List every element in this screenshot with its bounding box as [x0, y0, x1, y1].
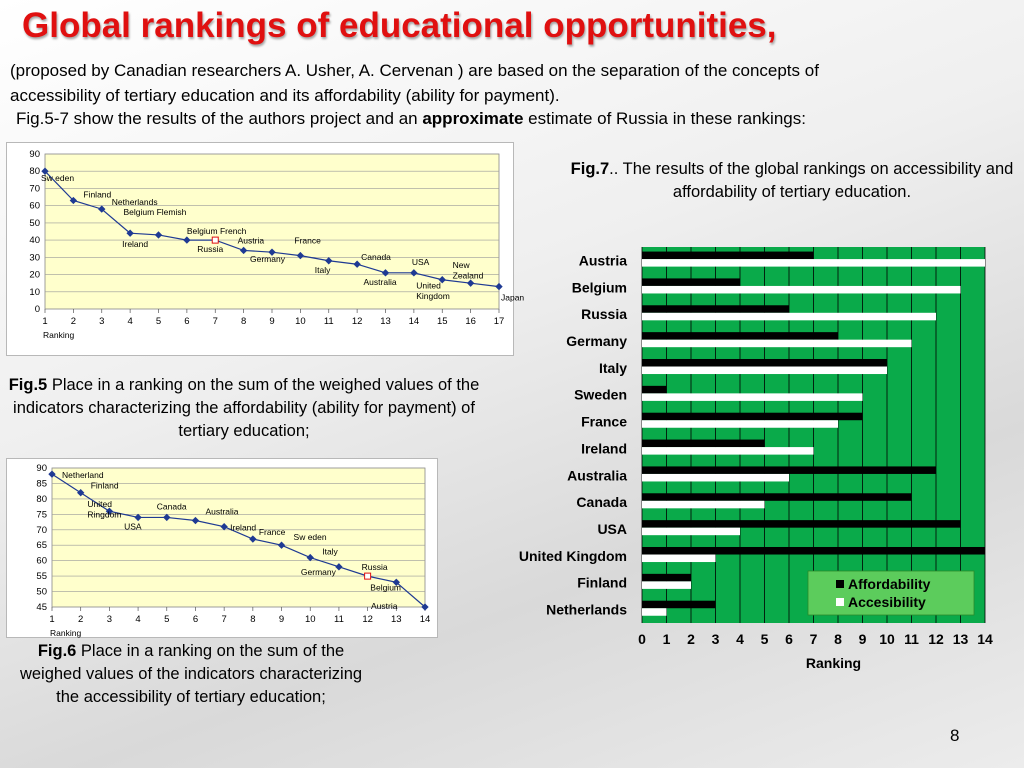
fig6-point-label-line: Finland: [90, 480, 119, 491]
fig7-category-label: Austria: [578, 252, 627, 269]
fig6-point-label: [259, 527, 286, 537]
subtitle-line-3-pre: Fig.5-7 show the results of the authors project and an: [16, 109, 423, 128]
fig6-x-tick-label: 6: [192, 614, 199, 625]
fig6-point-label-line: Ireland: [230, 522, 257, 533]
fig5-x-tick-label: 7: [212, 316, 218, 327]
fig5-x-tick-label: 1: [42, 316, 48, 327]
fig7-category-label: Ireland: [581, 440, 627, 457]
fig5-y-tick-label: 50: [29, 217, 40, 229]
fig7-category-label: Sweden: [574, 386, 627, 403]
page-number: 8: [950, 726, 960, 745]
fig5-point-label-line: Canada: [361, 252, 391, 263]
fig6-y-tick-label: 45: [36, 602, 47, 613]
fig7-bar-accesibility: [642, 608, 667, 616]
fig7-bar-affordability: [642, 252, 814, 260]
fig6-x-tick-label: 1: [49, 614, 55, 625]
fig7-bar-affordability: [642, 574, 691, 582]
fig5-point-label-line: Germany: [250, 254, 285, 265]
fig7-category-label: Finland: [577, 574, 627, 591]
fig6-y-tick-label: 60: [36, 555, 47, 567]
fig7-bar-accesibility: [642, 474, 789, 482]
fig6-point-label: [124, 521, 142, 531]
fig6-x-tick-label: 2: [78, 614, 84, 625]
subtitle-line-1: (proposed by Canadian researchers A. Usher, A. Cervenan ) are based on the separation of the concepts of: [10, 61, 819, 80]
fig7-bar-accesibility: [642, 528, 740, 536]
fig5-x-tick-label: 13: [380, 316, 391, 327]
fig6-panel: [6, 458, 438, 638]
fig6-y-tick-label: 75: [36, 509, 47, 521]
fig7-bar-affordability: [642, 359, 887, 367]
fig7-bar-affordability: [642, 305, 789, 313]
slide-title: Global rankings of educational opportunities,: [22, 6, 777, 45]
fig5-y-tick-label: 30: [29, 252, 40, 264]
fig5-x-tick-label: 5: [155, 316, 162, 327]
fig6-label: Fig.6: [37, 642, 77, 660]
fig6-point-label-line: Australia: [205, 506, 239, 517]
fig5-y-tick-label: 80: [29, 166, 40, 178]
fig6-x-tick-label: 13: [391, 614, 402, 625]
fig6-point-label: [62, 470, 104, 480]
fig6-y-tick-label: 90: [36, 463, 47, 474]
fig7-category-label: Netherlands: [546, 601, 627, 618]
fig6-x-tick-label: 8: [250, 614, 256, 625]
fig7-x-tick-label: 8: [834, 631, 842, 647]
fig6-x-tick-label: 5: [164, 614, 170, 625]
fig7-bar-affordability: [642, 413, 863, 421]
fig5-point-label-line: USA: [411, 256, 430, 267]
fig5-y-tick-label: 0: [34, 304, 40, 315]
fig6-point-label-line: Belgium: [370, 582, 402, 593]
fig6-x-tick-label: 10: [304, 614, 316, 625]
fig7-bar-accesibility: [642, 259, 985, 267]
fig7-bar-affordability: [642, 520, 961, 528]
fig5-point-label-line: Netherlands: [111, 197, 158, 208]
fig7-bar-affordability: [642, 601, 716, 609]
fig7-bar-accesibility: [642, 555, 716, 563]
fig6-x-tick-label: 3: [106, 614, 113, 625]
slide-subtitle: [10, 58, 1000, 108]
fig5-point-label: [112, 197, 158, 207]
fig5-y-tick-label: 60: [29, 200, 40, 212]
fig7-bar-accesibility: [642, 286, 961, 294]
fig5-point-label-line: Australia: [363, 276, 397, 287]
fig5-y-tick-label: 90: [29, 149, 40, 160]
fig6-data-point: [365, 573, 371, 579]
fig5-point-label-line: Belgium French: [186, 226, 247, 237]
fig6-point-label: [371, 601, 398, 611]
fig5-point-label-line: Ireland: [122, 239, 149, 250]
fig5-x-tick-label: 4: [127, 316, 133, 327]
fig5-x-tick-label: 6: [184, 316, 190, 327]
fig5-y-tick-label: 40: [29, 235, 40, 247]
fig5-label: Fig.5: [8, 376, 48, 394]
fig5-point-label-line: Austria: [237, 235, 265, 246]
fig6-point-label: [157, 501, 187, 511]
fig7-x-tick-label: 5: [760, 631, 769, 647]
fig6-point-label: [301, 567, 337, 577]
fig7-bar-affordability: [642, 440, 765, 448]
fig5-caption: [6, 374, 482, 443]
fig6-x-tick-label: 4: [135, 614, 141, 625]
fig6-caption: [8, 640, 374, 709]
fig5-point-label-line: Italy: [314, 264, 331, 275]
fig5-x-tick-label: 16: [465, 316, 476, 327]
fig6-caption-text: Place in a ranking on the sum of the weighed values of the indicators characterizing the accessibility of tertiary education;: [19, 642, 363, 706]
fig5-x-axis-label: Ranking: [43, 330, 75, 340]
subtitle-line-3: [16, 109, 806, 129]
fig7-bar-accesibility: [642, 393, 863, 401]
fig6-point-label: [91, 481, 119, 491]
fig5-x-tick-label: 9: [269, 316, 275, 327]
subtitle-line-3-bold: approximate: [422, 109, 524, 128]
fig7-x-tick-label: 10: [879, 631, 895, 647]
fig6-point-label: [322, 547, 338, 557]
fig7-bar-accesibility: [642, 581, 691, 589]
fig6-point-label-line: Netherland: [62, 470, 104, 481]
fig6-y-tick-label: 80: [36, 493, 47, 505]
fig6-y-tick-label: 65: [36, 540, 47, 552]
fig5-point-label: [250, 254, 286, 264]
fig7-category-label: Canada: [576, 494, 627, 511]
fig5-x-tick-label: 15: [436, 316, 448, 327]
fig7-legend-label-accesibility: Accesibility: [848, 594, 926, 610]
fig5-x-tick-label: 2: [70, 316, 77, 327]
fig7-bar-accesibility: [642, 501, 765, 509]
fig7-x-tick-label: 1: [662, 631, 671, 647]
fig7-caption-text: .. The results of the global rankings on accessibility and affordability of tertiary education.: [609, 160, 1014, 201]
fig6-y-tick-label: 55: [36, 571, 47, 583]
fig5-point-label-line: Belgium Flemish: [123, 206, 187, 217]
fig6-point-label: [362, 562, 388, 572]
fig7-x-tick-label: 6: [785, 631, 793, 647]
fig6-point-label-line: Russia: [361, 562, 388, 573]
fig5-x-tick-label: 11: [323, 316, 334, 327]
fig7-category-label: France: [581, 413, 627, 430]
fig6-x-tick-label: 12: [362, 614, 373, 625]
fig7-bar-affordability: [642, 386, 667, 394]
fig7-category-label: Italy: [598, 359, 627, 376]
fig7-x-tick-label: 12: [928, 631, 944, 647]
fig7-label: Fig.7: [570, 160, 610, 178]
fig5-point-label: [122, 239, 148, 249]
fig5-chart: [7, 143, 525, 355]
fig5-point-label: [412, 257, 430, 267]
fig6-chart: [7, 459, 437, 637]
fig6-point-label-line: France: [258, 527, 286, 538]
fig7-category-label: Russia: [581, 306, 627, 323]
fig5-x-tick-label: 3: [99, 316, 105, 327]
fig5-point-label: [124, 207, 187, 217]
fig7-x-tick-label: 9: [858, 631, 867, 647]
fig5-x-tick-label: 14: [408, 316, 420, 327]
fig5-point-label-line: Finland: [83, 189, 112, 200]
fig5-x-tick-label: 12: [351, 316, 363, 327]
fig7-x-tick-label: 13: [952, 631, 969, 647]
fig6-y-tick-label: 70: [36, 524, 47, 536]
fig6-y-tick-label: 50: [36, 586, 47, 598]
fig6-x-tick-label: 14: [419, 614, 431, 625]
subtitle-line-2: accessibility of tertiary education and its affordability (ability for payment).: [10, 86, 560, 105]
fig7-category-label: Germany: [566, 333, 627, 349]
fig5-point-label: [364, 277, 397, 287]
fig5-point-label: [238, 235, 265, 245]
fig5-point-label-line: Japan: [501, 292, 525, 303]
fig6-point-label-line: Canada: [156, 501, 187, 512]
fig7-bar-affordability: [642, 466, 936, 474]
fig5-caption-text: Place in a ranking on the sum of the weighed values of the indicators characterizing the affordability (ability for payment) of tertiary education;: [13, 376, 480, 440]
fig7-category-label: Belgium: [571, 279, 627, 296]
fig5-y-tick-label: 20: [29, 269, 40, 281]
fig6-point-label-line: Ringdom: [87, 509, 122, 520]
fig7-bar-accesibility: [642, 313, 936, 321]
fig5-panel: [6, 142, 525, 356]
fig6-point-label: [370, 582, 401, 592]
fig6-point-label-line: Germany: [300, 566, 336, 577]
fig6-x-tick-label: 9: [278, 614, 285, 625]
fig6-x-tick-label: 7: [221, 614, 227, 625]
fig5-point-label: [361, 252, 391, 262]
fig7-bar-affordability: [642, 493, 912, 501]
fig7-legend-swatch-accesibility: [836, 598, 844, 606]
fig5-point-label-line: Kingdom: [416, 291, 450, 302]
fig7-x-tick-label: 0: [638, 631, 646, 647]
fig7-chart: [486, 240, 1020, 680]
fig7-bar-accesibility: [642, 367, 887, 375]
fig6-point-label-line: Austria: [371, 601, 398, 611]
fig7-bar-accesibility: [642, 447, 814, 455]
fig6-point-label-line: USA: [124, 521, 142, 532]
fig7-x-tick-label: 2: [687, 631, 695, 647]
fig7-bar-affordability: [642, 278, 740, 286]
fig5-point-label: [83, 190, 111, 200]
fig5-x-tick-label: 8: [240, 316, 247, 327]
fig6-point-label: [230, 523, 256, 533]
fig7-x-tick-label: 7: [809, 631, 818, 647]
fig7-x-tick-label: 11: [904, 631, 919, 647]
fig5-point-label-line: Russia: [197, 244, 224, 255]
fig7-bar-accesibility: [642, 420, 838, 428]
fig5-x-tick-label: 10: [295, 316, 306, 327]
fig5-point-label-line: France: [294, 235, 321, 246]
fig6-point-label-line: United: [87, 499, 112, 510]
fig7-x-axis-label: Ranking: [805, 655, 862, 671]
fig6-x-axis-label: Ranking: [50, 628, 82, 638]
fig7-category-label: USA: [597, 521, 627, 537]
fig7-caption: [566, 158, 1018, 204]
fig7-category-label: Australia: [567, 467, 627, 484]
fig6-point-label: [205, 507, 238, 517]
fig6-point-label-line: Sw eden: [293, 532, 327, 543]
fig7-bar-affordability: [642, 332, 838, 340]
fig5-point-label: [315, 265, 331, 275]
fig6-point-label-line: Italy: [322, 546, 338, 557]
fig6-point-label: [294, 532, 327, 542]
fig5-point-label: [294, 236, 321, 246]
fig6-x-tick-label: 11: [333, 614, 344, 625]
fig5-point-label-line: United: [416, 280, 441, 291]
fig7-x-tick-label: 3: [711, 631, 720, 647]
fig5-y-tick-label: 10: [29, 286, 40, 298]
fig7-legend-swatch-affordability: [836, 580, 844, 588]
fig5-x-tick-label: 17: [493, 316, 505, 327]
fig5-point-label-line: Sw eden: [41, 173, 75, 184]
fig7-category-label: United Kingdom: [518, 547, 627, 564]
fig5-point-label-line: Zealand: [452, 270, 484, 281]
fig7-legend-label-affordability: Affordability: [848, 576, 931, 592]
subtitle-line-3-post: estimate of Russia in these rankings:: [523, 109, 806, 128]
fig7-x-tick-label: 4: [736, 631, 744, 647]
fig5-point-label-line: New: [452, 260, 470, 271]
fig5-point-label: [41, 173, 74, 183]
fig5-point-label: [197, 244, 223, 254]
fig7-x-tick-label: 14: [977, 631, 993, 647]
fig7-bar-affordability: [642, 547, 985, 555]
fig5-y-tick-label: 70: [29, 183, 40, 195]
fig5-data-point: [212, 237, 218, 243]
fig7-bar-accesibility: [642, 340, 912, 348]
fig6-y-tick-label: 85: [36, 478, 47, 490]
